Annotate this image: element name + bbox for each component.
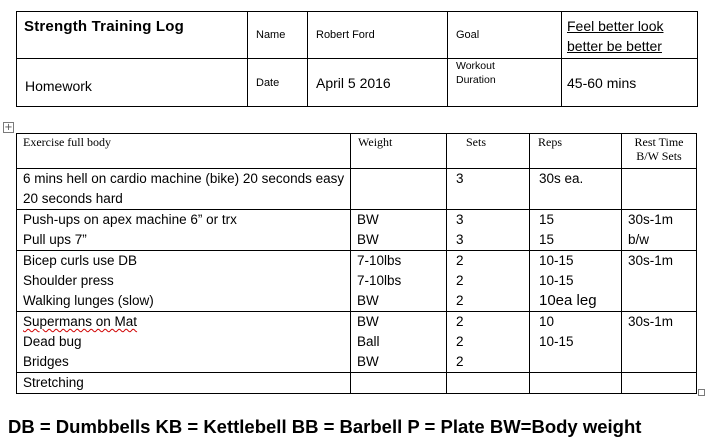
reps-cell[interactable] [530,373,622,394]
exercise-cell[interactable] [17,373,351,394]
sets-cell[interactable] [447,373,530,394]
sets-cell[interactable] [447,251,530,312]
date-value[interactable]: April 5 2016 [308,59,448,107]
header-table [16,11,698,107]
exercise-name [23,210,350,230]
exercise-cell[interactable] [17,251,351,312]
reps-value: 15 [539,232,555,247]
reps-value: 10-15 [539,253,574,268]
exercise-name [23,312,350,332]
sets-value: 3 [456,212,464,227]
rest-cell[interactable] [622,169,697,210]
weight-value: BW [357,293,379,308]
exercise-name: Pull ups 7” [23,232,87,247]
sets-value: 2 [456,273,464,288]
rest-value: 30s-1m [628,253,674,268]
duration-value[interactable]: 45-60 mins [562,59,698,107]
reps-value: 10ea leg [539,292,597,309]
col-header-exercise: Exercise full body [17,134,351,169]
name-label: Name [248,12,308,59]
sets-cell[interactable] [447,210,530,251]
sets-value: 3 [456,171,464,186]
reps-cell[interactable] [530,210,622,251]
date-label: Date [248,59,308,107]
weight-cell[interactable] [351,312,447,373]
exercise-cell[interactable] [17,169,351,210]
weight-value: BW [357,354,379,369]
exercise-name: 6 mins hell on cardio machine (bike) 20 seconds easy 20 seconds hard [23,171,345,206]
goal-value[interactable]: Feel better look better be better [562,12,698,59]
duration-label: Workout Duration [448,59,562,107]
sets-value: 2 [456,293,464,308]
workout-category[interactable]: Homework [17,59,248,107]
exercise-name: Walking lunges (slow) [23,293,154,308]
weight-value: BW [357,232,379,247]
table-header-row [17,134,697,169]
table-row [17,169,697,210]
rest-cell[interactable] [622,251,697,312]
sets-value: 2 [456,354,464,369]
reps-value: 15 [539,212,555,227]
reps-value: 10-15 [539,334,574,349]
exercise-name: Stretching [23,375,84,390]
exercise-table [16,133,697,394]
exercise-name: Bicep curls use DB [23,253,138,268]
reps-cell[interactable] [530,169,622,210]
rest-cell[interactable] [622,373,697,394]
exercise-cell[interactable] [17,210,351,251]
table-row [17,373,697,394]
weight-cell[interactable] [351,373,447,394]
col-header-sets: Sets [447,134,530,169]
sets-value: 2 [456,314,464,329]
exercise-text: Supermans on Mat [23,314,138,329]
weight-value: Ball [357,334,380,349]
table-move-handle-icon[interactable]: + [4,122,13,133]
table-row [17,312,697,373]
sets-cell[interactable] [447,169,530,210]
rest-cell[interactable] [622,210,697,251]
table-resize-handle[interactable] [698,389,705,396]
reps-value: 30s ea. [539,171,584,186]
weight-cell[interactable] [351,210,447,251]
exercise-name: Bridges [23,354,69,369]
rest-value: 30s-1m [628,314,674,329]
reps-value: 10 [539,314,555,329]
sets-value: 2 [456,334,464,349]
table-row [17,251,697,312]
goal-label: Goal [448,12,562,59]
weight-value: 7-10lbs [357,253,402,268]
weight-value: BW [357,314,379,329]
name-value[interactable]: Robert Ford [308,12,448,59]
reps-cell[interactable] [530,312,622,373]
sets-value: 3 [456,232,464,247]
rest-cell[interactable] [622,312,697,373]
col-header-rest: Rest Time B/W Sets [622,134,697,169]
exercise-name: Dead bug [23,334,82,349]
weight-value: BW [357,212,379,227]
sets-cell[interactable] [447,312,530,373]
exercise-cell[interactable] [17,312,351,373]
sets-value: 2 [456,253,464,268]
weight-cell[interactable] [351,251,447,312]
exercise-name: Shoulder press [23,273,114,288]
col-header-weight: Weight [351,134,447,169]
rest-value: 30s-1m [628,212,674,227]
weight-value: 7-10lbs [357,273,402,288]
rest-value: b/w [628,232,650,247]
reps-value: 10-15 [539,273,574,288]
weight-cell[interactable] [351,169,447,210]
col-header-reps: Reps [530,134,622,169]
table-row [17,210,697,251]
exercise-text: Push-ups on apex machine 6” or trx [23,212,237,227]
log-title: Strength Training Log [17,12,248,59]
abbreviation-legend: DB = Dumbbells KB = Kettlebell BB = Barbell P = Plate BW=Body weight [8,416,642,437]
reps-cell[interactable] [530,251,622,312]
